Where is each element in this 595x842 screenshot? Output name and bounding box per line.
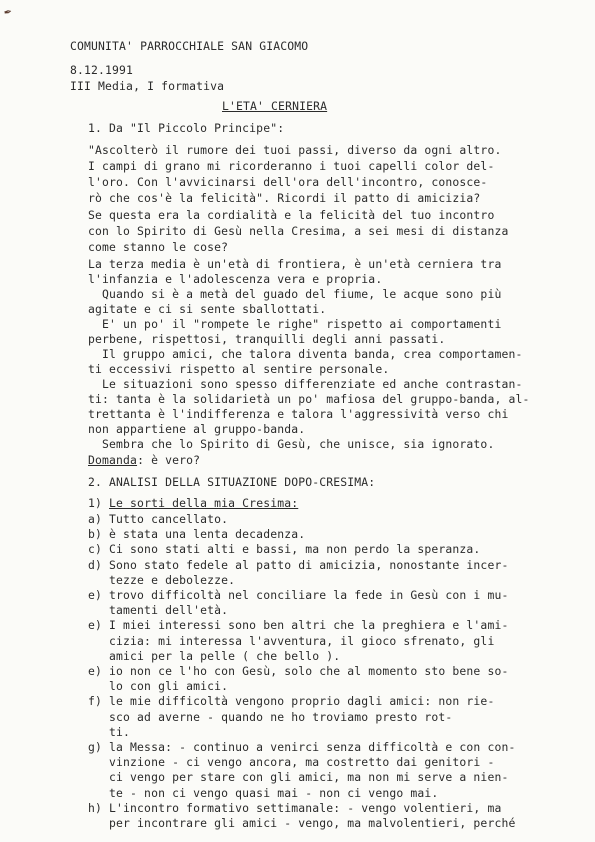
list-item-line: cizia: mi interessa l'avventura, il gioco sfrenato, gli [88, 633, 495, 648]
list-item-line: a) Tutto cancellato. [88, 512, 229, 526]
list-item-line: amici per la pelle ( che bello ). [88, 648, 341, 663]
list-item-line: sco ad averne - quando ne ho troviamo presto rot- [88, 709, 453, 724]
list-item-line: e) I miei interessi sono ben altri che la preghiera e l'ami- [88, 618, 509, 633]
subsection-number: 1) [88, 496, 110, 510]
quote-line: I campi di grano mi ricorderanno i tuoi capelli color del- [88, 159, 495, 173]
paragraph-line: trettanta è l'indifferenza e talora l'aggressività verso chi [88, 407, 509, 421]
paragraph-line: Le situazioni sono spesso differenziate ed anche contrastan- [88, 377, 523, 391]
question-line: come stanno le cose? [88, 240, 229, 254]
section1-heading: 1. Da "Il Piccolo Principe": [88, 121, 285, 135]
list-item-line: d) Sono stato fedele al patto di amicizia, nonostante incer- [88, 557, 509, 572]
paragraph-line: La terza media è un'età di frontiera, è un'età cerniera tra [88, 257, 502, 271]
paragraph-line: E' un po' il "rompete le righe" rispetto ai comportamenti [88, 317, 502, 331]
quote-line: rò che cos'è la felicità". Ricordi il patto di amicizia? [88, 191, 481, 205]
group-label: III Media, I formativa [70, 79, 225, 93]
domanda-label: Domanda [88, 453, 138, 467]
domanda-line [88, 452, 200, 468]
ink-mark-icon: ✒ [2, 3, 13, 19]
parish-name: COMUNITA' PARROCCHIALE SAN GIACOMO [70, 39, 309, 53]
paragraph-line: ti eccessivi rispetto al sentire personale. [88, 362, 390, 376]
list-item-line: b) è stata una lenta decadenza. [88, 527, 306, 542]
list-item-line: vinzione - ci vengo ancora, ma costretto dai genitori - [88, 755, 495, 770]
paragraph-line: Il gruppo amici, che talora diventa banda, crea comportamen- [88, 347, 523, 361]
paragraph-line: Quando si è a metà del guado del fiume, le acque sono più [88, 287, 502, 301]
domanda-text: : è vero? [137, 453, 201, 467]
list-item-line: c) Ci sono stati alti e bassi, ma non perdo la speranza. [88, 542, 481, 557]
document-title: L'ETA' CERNIERA [222, 99, 328, 113]
subsection-title: Le sorti della mia Cresima: [109, 496, 299, 510]
list-item-line: e) io non ce l'ho con Gesù, solo che al momento sto bene so- [88, 664, 509, 678]
paragraph-line: non appartiene al gruppo-banda. [88, 422, 306, 436]
list-item-line: te - non ci vengo quasi mai - non ci vengo mai. [88, 785, 439, 800]
quote-line: "Ascolterò il rumore dei tuoi passi, diverso da ogni altro. [88, 143, 502, 157]
list-item-line: f) le mie difficoltà vengono proprio dagli amici: non rie- [88, 694, 495, 709]
question-line: Se questa era la cordialità e la felicità del tuo incontro [88, 208, 495, 222]
paragraph-line: ti: tanta è la solidarietà un po' mafiosa del gruppo-banda, al- [88, 392, 530, 406]
subsection-title-line [88, 495, 298, 511]
list-item-line: tamenti dell'età. [88, 603, 229, 618]
section2-heading: 2. ANALISI DELLA SITUAZIONE DOPO-CRESIMA: [88, 475, 376, 489]
paragraph-line: Sembra che lo Spirito di Gesù, che unisce, sia ignorato. [88, 437, 495, 451]
list-item-line: h) L'incontro formativo settimanale: - vengo volentieri, ma [88, 800, 502, 815]
document-date: 8.12.1991 [70, 63, 134, 77]
list-item-line: e) trovo difficoltà nel conciliare la fede in Gesù con i mu- [88, 588, 509, 602]
paragraph-line: agitate e ci si sente sballottati. [88, 302, 327, 316]
paragraph-line: l'infanzia e l'adolescenza vera e propria. [88, 272, 383, 286]
list-item-line: g) la Messa: - continuo a venirci senza difficoltà e con con- [88, 740, 516, 754]
question-line: con lo Spirito di Gesù nella Cresima, a sei mesi di distanza [88, 224, 509, 238]
paragraph-line: perbene, rispettosi, tranquilli degli anni passati. [88, 332, 446, 346]
list-item-line: ti. [88, 724, 131, 739]
list-item-line: per incontrare gli amici - vengo, ma malvolentieri, perché [88, 816, 516, 830]
list-item-line: ci vengo per stare con gli amici, ma non mi serve a nien- [88, 770, 509, 785]
list-item-line: lo con gli amici. [88, 679, 229, 694]
list-item-line: tezze e debolezze. [88, 572, 236, 587]
quote-line: l'oro. Con l'avvicinarsi dell'ora dell'incontro, conosce- [88, 175, 488, 189]
